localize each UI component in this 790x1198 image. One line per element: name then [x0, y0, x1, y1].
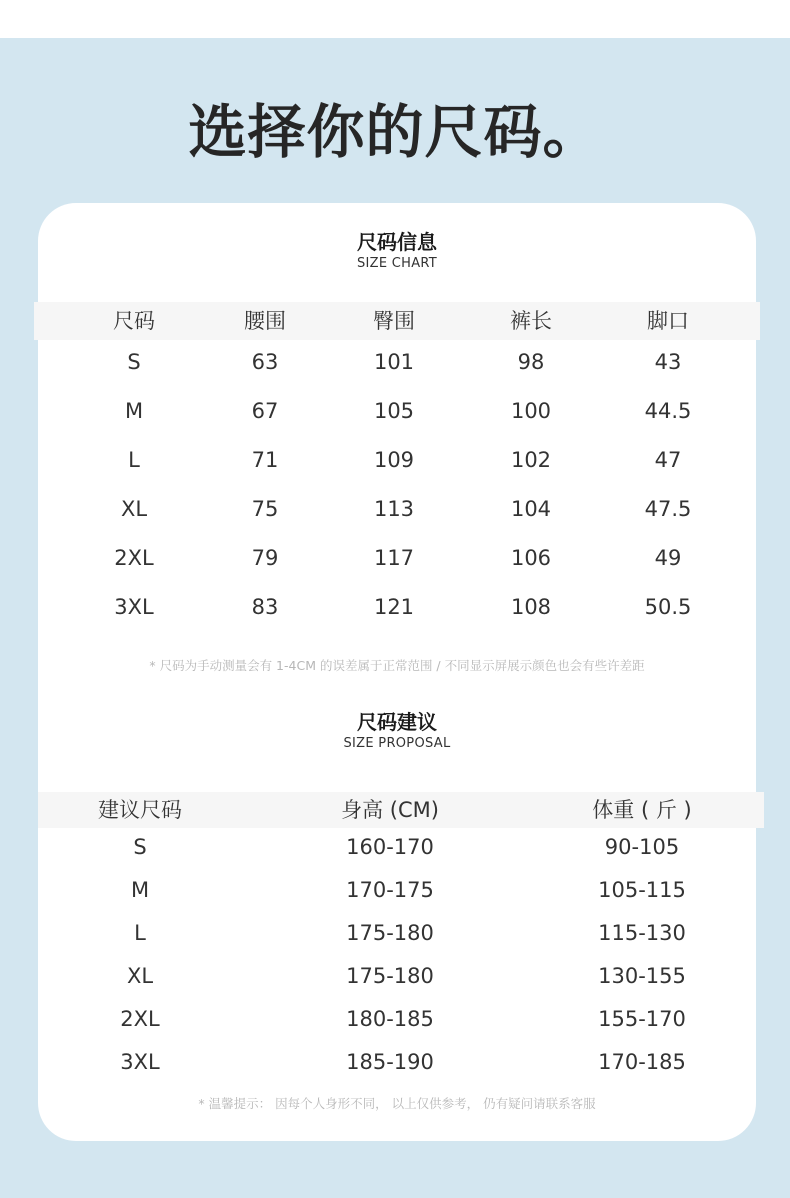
cell-length: 98 — [517, 350, 545, 374]
cell-waist: 79 — [251, 546, 279, 570]
cell-hip: 101 — [373, 350, 415, 374]
size-chart-note: * 尺码为手动测量会有 1-4CM 的误差属于正常范围 / 不同显示屏展示颜色也会有些许差距 — [149, 658, 645, 673]
cell-hip: 121 — [373, 595, 415, 619]
cell-hip: 117 — [373, 546, 415, 570]
cell-weight: 115-130 — [598, 921, 686, 945]
size-chart-title: 尺码信息 — [357, 230, 437, 254]
column-header-height: 身高 (CM) — [341, 798, 439, 822]
cell-hem: 43 — [654, 350, 682, 374]
size-chart-subtitle: SIZE CHART — [356, 256, 438, 271]
cell-waist: 71 — [251, 448, 279, 472]
size-proposal-title: 尺码建议 — [357, 710, 437, 734]
cell-waist: 75 — [251, 497, 279, 521]
cell-size: L — [128, 448, 140, 472]
cell-size: 3XL — [114, 595, 154, 619]
cell-recommended-size: S — [133, 835, 147, 859]
cell-recommended-size: M — [130, 878, 150, 902]
column-header-hip: 臀围 — [373, 309, 415, 333]
size-card — [38, 203, 756, 1141]
cell-height: 175-180 — [346, 921, 434, 945]
column-header-waist: 腰围 — [244, 309, 286, 333]
cell-hip: 113 — [373, 497, 415, 521]
cell-weight: 170-185 — [598, 1050, 686, 1074]
column-header-weight: 体重 ( 斤 ) — [592, 798, 692, 822]
column-header-recommended-size: 建议尺码 — [98, 798, 182, 822]
cell-weight: 105-115 — [598, 878, 686, 902]
size-proposal-subtitle: SIZE PROPOSAL — [343, 736, 451, 751]
cell-height: 180-185 — [346, 1007, 434, 1031]
cell-waist: 83 — [251, 595, 279, 619]
cell-recommended-size: 3XL — [120, 1050, 160, 1074]
cell-recommended-size: 2XL — [120, 1007, 160, 1031]
cell-weight: 155-170 — [598, 1007, 686, 1031]
cell-height: 170-175 — [346, 878, 434, 902]
size-proposal-note: * 温馨提示： 因每个人身形不同， 以上仅供参考， 仍有疑问请联系客服 — [198, 1096, 596, 1111]
size-proposal-heading — [38, 709, 756, 753]
cell-size: XL — [120, 497, 148, 521]
cell-size: S — [127, 350, 141, 374]
cell-recommended-size: L — [134, 921, 146, 945]
column-header-hem: 脚口 — [647, 309, 689, 333]
cell-size: M — [124, 399, 144, 423]
cell-waist: 63 — [251, 350, 279, 374]
cell-hem: 49 — [654, 546, 682, 570]
cell-recommended-size: XL — [126, 964, 154, 988]
cell-length: 104 — [510, 497, 552, 521]
size-chart-heading — [38, 229, 756, 273]
cell-height: 175-180 — [346, 964, 434, 988]
cell-hip: 105 — [373, 399, 415, 423]
cell-weight: 90-105 — [604, 835, 680, 859]
column-header-size: 尺码 — [113, 309, 155, 333]
cell-height: 160-170 — [346, 835, 434, 859]
cell-hem: 47.5 — [644, 497, 692, 521]
cell-hip: 109 — [373, 448, 415, 472]
column-header-length: 裤长 — [510, 309, 552, 333]
cell-hem: 47 — [654, 448, 682, 472]
cell-size: 2XL — [114, 546, 154, 570]
cell-hem: 50.5 — [644, 595, 692, 619]
cell-length: 106 — [510, 546, 552, 570]
cell-length: 100 — [510, 399, 552, 423]
page-title: 选择你的尺码。 — [188, 98, 602, 166]
cell-length: 102 — [510, 448, 552, 472]
cell-hem: 44.5 — [644, 399, 692, 423]
cell-height: 185-190 — [346, 1050, 434, 1074]
cell-waist: 67 — [251, 399, 279, 423]
cell-weight: 130-155 — [598, 964, 686, 988]
cell-length: 108 — [510, 595, 552, 619]
